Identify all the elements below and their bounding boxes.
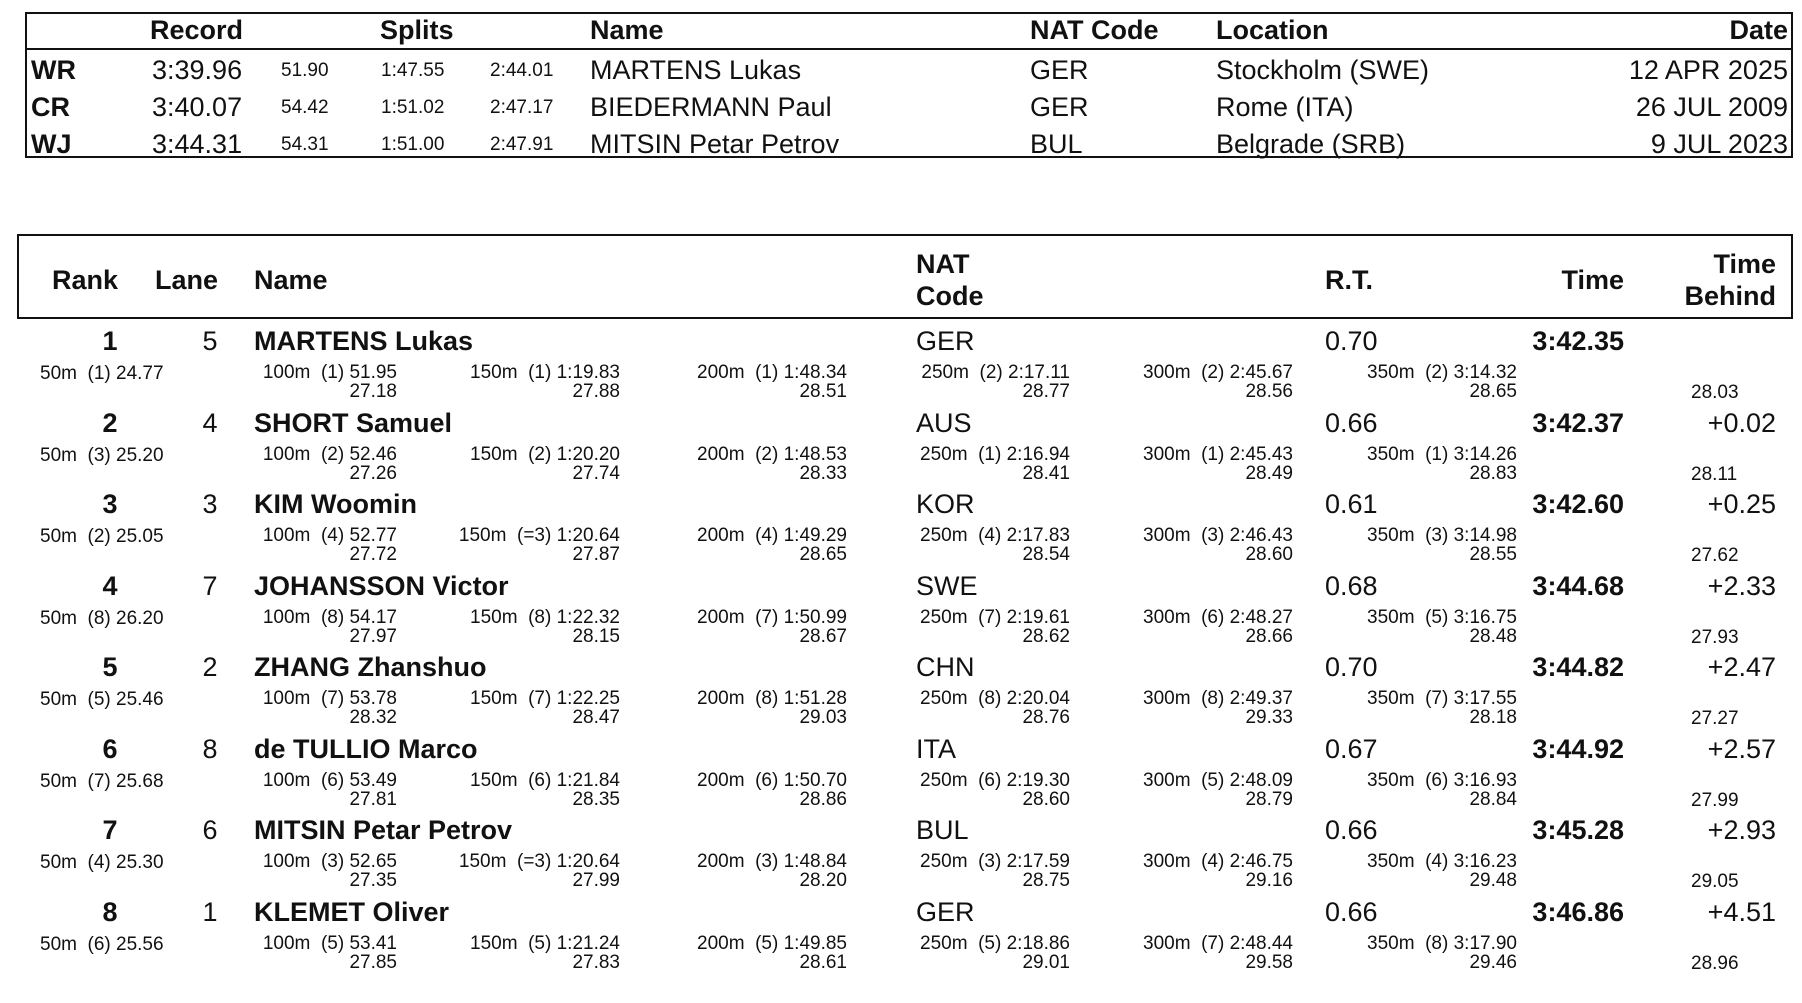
split-cumulative: 350m (8) 3:17.90 — [1367, 932, 1517, 954]
final-time: 3:46.86 — [1532, 896, 1624, 927]
split-cell — [1053, 934, 1293, 972]
split-lap: 29.03 — [799, 707, 847, 728]
split-cumulative: 350m (4) 3:16.23 — [1367, 851, 1517, 872]
split-lap: 28.66 — [1245, 625, 1293, 647]
reaction-time: 0.66 — [1325, 407, 1378, 438]
split-last-lap: 28.03 — [1691, 382, 1739, 403]
split-lap: 28.75 — [1022, 870, 1070, 891]
swimmer-name: JOHANSSON Victor — [254, 570, 509, 601]
split-50m: 50m (4) 25.30 — [40, 852, 164, 873]
time-behind: +4.51 — [1707, 896, 1776, 927]
split-cell — [157, 689, 397, 727]
split-lap: 27.18 — [349, 381, 397, 402]
final-time: 3:45.28 — [1532, 815, 1624, 845]
nat-code: ITA — [916, 733, 956, 764]
split-cumulative: 300m (8) 2:49.37 — [1143, 688, 1293, 709]
lane: 2 — [202, 652, 218, 682]
split-last-lap: 28.96 — [1691, 952, 1739, 974]
rank: 3 — [102, 489, 118, 519]
split-cell — [830, 689, 1070, 727]
split-cell — [1277, 363, 1517, 401]
split-lap: 28.86 — [799, 788, 847, 810]
split-lap: 28.51 — [799, 381, 847, 402]
records-header-splits: Splits — [380, 15, 454, 45]
record-split: 2:47.17 — [490, 97, 554, 118]
record-split: 1:47.55 — [381, 60, 445, 81]
split-cumulative: 350m (6) 3:16.93 — [1367, 769, 1517, 791]
split-cumulative: 100m (8) 54.17 — [262, 606, 397, 628]
split-lap: 28.84 — [1469, 788, 1517, 810]
split-cell — [157, 445, 397, 483]
time-behind: +2.57 — [1707, 733, 1776, 764]
split-lap: 27.74 — [572, 462, 620, 484]
split-cell — [380, 852, 620, 890]
split-cumulative: 100m (1) 51.95 — [262, 362, 397, 383]
split-lap: 29.16 — [1245, 870, 1293, 891]
split-cell — [380, 608, 620, 646]
split-cumulative: 100m (5) 53.41 — [262, 932, 397, 954]
record-name: BIEDERMANN Paul — [590, 92, 832, 122]
split-cell — [830, 771, 1070, 809]
split-lap: 28.65 — [799, 544, 847, 565]
split-lap: 29.48 — [1469, 870, 1517, 891]
split-cell — [607, 608, 847, 646]
split-lap: 28.54 — [1022, 544, 1070, 565]
split-last-lap: 27.62 — [1691, 545, 1739, 566]
lane: 5 — [202, 326, 218, 356]
swimmer-name: SHORT Samuel — [254, 407, 453, 438]
split-lap: 28.20 — [799, 870, 847, 891]
split-cumulative: 250m (6) 2:19.30 — [920, 769, 1070, 791]
time-behind: +2.93 — [1707, 815, 1776, 845]
split-cumulative: 350m (2) 3:14.32 — [1367, 362, 1517, 383]
split-cell — [380, 934, 620, 972]
lane: 8 — [202, 733, 218, 764]
split-cell — [157, 608, 397, 646]
split-last-lap: 29.05 — [1691, 871, 1739, 892]
nat-code: GER — [916, 896, 975, 927]
split-cumulative: 250m (1) 2:16.94 — [920, 443, 1070, 465]
split-cell — [830, 934, 1070, 972]
split-cumulative: 300m (7) 2:48.44 — [1143, 932, 1293, 954]
split-lap: 27.97 — [349, 625, 397, 647]
split-lap: 28.67 — [799, 625, 847, 647]
swimmer-name: MARTENS Lukas — [254, 326, 474, 356]
split-last-lap: 27.27 — [1691, 708, 1739, 729]
split-lap: 28.32 — [349, 707, 397, 728]
split-cumulative: 350m (7) 3:17.55 — [1367, 688, 1517, 709]
split-lap: 29.01 — [1022, 951, 1070, 973]
record-label: WR — [31, 55, 76, 85]
rank: 1 — [102, 326, 118, 356]
record-split: 1:51.02 — [381, 97, 445, 118]
split-lap: 27.72 — [349, 544, 397, 565]
split-lap: 29.58 — [1245, 951, 1293, 973]
split-lap: 27.85 — [349, 951, 397, 973]
header-nat: NAT — [916, 249, 970, 279]
split-lap: 27.81 — [349, 788, 397, 810]
split-cell — [157, 363, 397, 401]
split-cumulative: 300m (2) 2:45.67 — [1143, 362, 1293, 383]
split-lap: 28.49 — [1245, 462, 1293, 484]
records-header-nat: NAT Code — [1030, 15, 1159, 45]
split-cumulative: 300m (5) 2:48.09 — [1143, 769, 1293, 791]
split-lap: 28.55 — [1469, 544, 1517, 565]
split-50m: 50m (3) 25.20 — [40, 444, 164, 466]
split-lap: 28.76 — [1022, 707, 1070, 728]
split-cumulative: 100m (4) 52.77 — [262, 525, 397, 546]
split-lap: 27.26 — [349, 462, 397, 484]
split-cell — [1277, 934, 1517, 972]
split-50m: 50m (8) 26.20 — [40, 607, 164, 629]
final-time: 3:44.82 — [1532, 652, 1624, 682]
split-cell — [1277, 689, 1517, 727]
record-split: 2:44.01 — [490, 60, 554, 81]
record-location: Belgrade (SRB) — [1216, 129, 1406, 159]
final-time: 3:42.37 — [1532, 407, 1624, 438]
split-cell — [157, 771, 397, 809]
split-cumulative: 300m (1) 2:45.43 — [1143, 443, 1293, 465]
split-cumulative: 100m (7) 53.78 — [262, 688, 397, 709]
split-lap: 28.62 — [1022, 625, 1070, 647]
split-cell — [157, 934, 397, 972]
split-cell — [1277, 771, 1517, 809]
swimmer-name: MITSIN Petar Petrov — [254, 815, 513, 845]
rank: 8 — [102, 896, 118, 927]
split-cell — [607, 852, 847, 890]
records-header-date: Date — [1729, 15, 1788, 45]
split-cell — [1053, 445, 1293, 483]
split-lap: 27.83 — [572, 951, 620, 973]
split-cumulative: 150m (6) 1:21.84 — [470, 769, 620, 791]
header-time-behind-1: Time — [1713, 249, 1776, 279]
split-lap: 27.35 — [349, 870, 397, 891]
split-last-lap: 27.93 — [1691, 626, 1739, 648]
record-name: MITSIN Petar Petrov — [590, 129, 840, 159]
split-cell — [607, 934, 847, 972]
split-cumulative: 200m (1) 1:48.34 — [697, 362, 847, 383]
split-50m: 50m (7) 25.68 — [40, 770, 164, 792]
split-cumulative: 350m (5) 3:16.75 — [1367, 606, 1517, 628]
split-cell — [1277, 445, 1517, 483]
split-cell — [157, 852, 397, 890]
reaction-time: 0.67 — [1325, 733, 1378, 764]
split-cell — [380, 689, 620, 727]
lane: 4 — [202, 407, 218, 438]
split-lap: 28.77 — [1022, 381, 1070, 402]
split-cell — [607, 363, 847, 401]
nat-code: SWE — [916, 570, 978, 601]
rank: 4 — [102, 570, 118, 601]
records-header-name: Name — [590, 15, 664, 45]
lane: 1 — [202, 896, 218, 927]
split-cumulative: 100m (2) 52.46 — [262, 443, 397, 465]
split-cell — [1053, 852, 1293, 890]
split-cell — [830, 445, 1070, 483]
split-cell — [607, 526, 847, 564]
split-cumulative: 300m (6) 2:48.27 — [1143, 606, 1293, 628]
final-time: 3:44.68 — [1532, 570, 1624, 601]
split-cumulative: 350m (3) 3:14.98 — [1367, 525, 1517, 546]
nat-code: AUS — [916, 407, 972, 438]
split-lap: 28.65 — [1469, 381, 1517, 402]
record-name: MARTENS Lukas — [590, 55, 802, 85]
swimmer-name: KLEMET Oliver — [254, 896, 450, 927]
time-behind: +0.02 — [1707, 407, 1776, 438]
time-behind: +0.25 — [1707, 489, 1776, 519]
lane: 3 — [202, 489, 218, 519]
lane: 6 — [202, 815, 218, 845]
split-lap: 27.87 — [572, 544, 620, 565]
split-cell — [607, 445, 847, 483]
split-lap: 28.56 — [1245, 381, 1293, 402]
rank: 6 — [102, 733, 118, 764]
header-rank: Rank — [52, 265, 119, 295]
split-cumulative: 100m (3) 52.65 — [262, 851, 397, 872]
header-rt: R.T. — [1325, 265, 1374, 295]
split-50m: 50m (6) 25.56 — [40, 933, 164, 955]
split-lap: 28.15 — [572, 625, 620, 647]
header-lane: Lane — [155, 265, 219, 295]
reaction-time: 0.70 — [1325, 326, 1378, 356]
record-split: 54.31 — [281, 134, 329, 155]
split-cumulative: 200m (2) 1:48.53 — [697, 443, 847, 465]
reaction-time: 0.70 — [1325, 652, 1378, 682]
split-lap: 28.83 — [1469, 462, 1517, 484]
final-time: 3:44.92 — [1532, 733, 1624, 764]
record-label: CR — [31, 92, 70, 122]
record-time: 3:40.07 — [152, 92, 243, 122]
split-cell — [607, 771, 847, 809]
swimmer-name: ZHANG Zhanshuo — [254, 652, 487, 682]
split-cumulative: 100m (6) 53.49 — [262, 769, 397, 791]
rank: 5 — [102, 652, 118, 682]
header-time-behind-2: Behind — [1684, 281, 1776, 311]
record-time: 3:39.96 — [152, 55, 243, 85]
split-cell — [380, 363, 620, 401]
swimmer-name: KIM Woomin — [254, 489, 417, 519]
split-cumulative: 200m (7) 1:50.99 — [697, 606, 847, 628]
split-cumulative: 150m (1) 1:19.83 — [470, 362, 620, 383]
record-date: 9 JUL 2023 — [1650, 129, 1788, 159]
record-location: Stockholm (SWE) — [1216, 55, 1430, 85]
lane: 7 — [202, 570, 218, 601]
split-cumulative: 300m (3) 2:46.43 — [1143, 525, 1293, 546]
split-cell — [1053, 771, 1293, 809]
split-cumulative: 150m (=3) 1:20.64 — [458, 525, 620, 546]
split-lap: 28.61 — [799, 951, 847, 973]
split-lap: 28.47 — [572, 707, 620, 728]
split-lap: 28.48 — [1469, 625, 1517, 647]
time-behind: +2.33 — [1707, 570, 1776, 601]
split-lap: 27.99 — [572, 870, 620, 891]
split-lap: 28.35 — [572, 788, 620, 810]
split-50m: 50m (2) 25.05 — [40, 526, 164, 547]
nat-code: KOR — [916, 489, 975, 519]
split-cumulative: 200m (5) 1:49.85 — [697, 932, 847, 954]
record-date: 12 APR 2025 — [1628, 55, 1788, 85]
split-last-lap: 27.99 — [1691, 789, 1739, 811]
record-location: Rome (ITA) — [1216, 92, 1354, 122]
record-label: WJ — [31, 129, 72, 159]
record-nat: BUL — [1030, 129, 1083, 159]
split-lap: 28.33 — [799, 462, 847, 484]
split-cumulative: 200m (4) 1:49.29 — [697, 525, 847, 546]
records-header-location: Location — [1216, 15, 1329, 45]
reaction-time: 0.68 — [1325, 570, 1378, 601]
header-name: Name — [254, 265, 328, 295]
records-header-divider — [25, 48, 1793, 50]
rank: 7 — [102, 815, 118, 845]
nat-code: BUL — [916, 815, 969, 845]
split-50m: 50m (5) 25.46 — [40, 689, 164, 710]
split-cumulative: 250m (2) 2:17.11 — [921, 362, 1070, 383]
record-split: 51.90 — [281, 60, 329, 81]
reaction-time: 0.61 — [1325, 489, 1378, 519]
split-cell — [1053, 689, 1293, 727]
split-cell — [830, 526, 1070, 564]
split-cell — [607, 689, 847, 727]
record-nat: GER — [1030, 55, 1089, 85]
record-split: 1:51.00 — [381, 134, 445, 155]
split-last-lap: 28.11 — [1691, 463, 1738, 485]
final-time: 3:42.60 — [1532, 489, 1624, 519]
split-cumulative: 150m (7) 1:22.25 — [470, 688, 620, 709]
split-cell — [380, 771, 620, 809]
split-cumulative: 350m (1) 3:14.26 — [1367, 443, 1517, 465]
split-50m: 50m (1) 24.77 — [40, 363, 164, 384]
split-cumulative: 300m (4) 2:46.75 — [1143, 851, 1293, 872]
split-cell — [1277, 526, 1517, 564]
record-nat: GER — [1030, 92, 1089, 122]
split-cell — [380, 445, 620, 483]
split-lap: 28.41 — [1022, 462, 1070, 484]
split-cell — [1053, 363, 1293, 401]
split-cumulative: 250m (3) 2:17.59 — [920, 851, 1070, 872]
nat-code: CHN — [916, 652, 975, 682]
split-cumulative: 200m (6) 1:50.70 — [697, 769, 847, 791]
swimmer-name: de TULLIO Marco — [254, 733, 478, 764]
split-cell — [157, 526, 397, 564]
record-time: 3:44.31 — [152, 129, 243, 159]
split-cumulative: 250m (5) 2:18.86 — [920, 932, 1070, 954]
split-lap: 28.60 — [1245, 544, 1293, 565]
record-date: 26 JUL 2009 — [1635, 92, 1788, 122]
split-lap: 29.33 — [1245, 707, 1293, 728]
split-cumulative: 150m (2) 1:20.20 — [470, 443, 620, 465]
split-cell — [830, 363, 1070, 401]
split-cell — [1277, 852, 1517, 890]
record-split: 54.42 — [281, 97, 329, 118]
split-cell — [830, 608, 1070, 646]
split-lap: 27.88 — [572, 381, 620, 402]
header-time: Time — [1561, 265, 1624, 295]
split-cumulative: 200m (8) 1:51.28 — [697, 688, 847, 709]
split-cell — [1277, 608, 1517, 646]
reaction-time: 0.66 — [1325, 815, 1378, 845]
split-cumulative: 250m (7) 2:19.61 — [920, 606, 1070, 628]
split-cumulative: 250m (8) 2:20.04 — [920, 688, 1070, 709]
records-header-record: Record — [150, 15, 244, 45]
split-cell — [380, 526, 620, 564]
split-cumulative: 200m (3) 1:48.84 — [697, 851, 847, 872]
record-split: 2:47.91 — [490, 134, 554, 155]
split-cell — [1053, 526, 1293, 564]
split-cumulative: 150m (8) 1:22.32 — [470, 606, 620, 628]
final-time: 3:42.35 — [1532, 326, 1624, 356]
split-cell — [1053, 608, 1293, 646]
header-code: Code — [916, 281, 984, 311]
reaction-time: 0.66 — [1325, 896, 1378, 927]
split-lap: 29.46 — [1469, 951, 1517, 973]
split-lap: 28.18 — [1469, 707, 1517, 728]
split-lap: 28.79 — [1245, 788, 1293, 810]
split-cell — [830, 852, 1070, 890]
nat-code: GER — [916, 326, 975, 356]
split-cumulative: 150m (=3) 1:20.64 — [458, 851, 620, 872]
time-behind: +2.47 — [1707, 652, 1776, 682]
split-cumulative: 150m (5) 1:21.24 — [470, 932, 620, 954]
split-lap: 28.60 — [1022, 788, 1070, 810]
split-cumulative: 250m (4) 2:17.83 — [920, 525, 1070, 546]
rank: 2 — [102, 407, 118, 438]
